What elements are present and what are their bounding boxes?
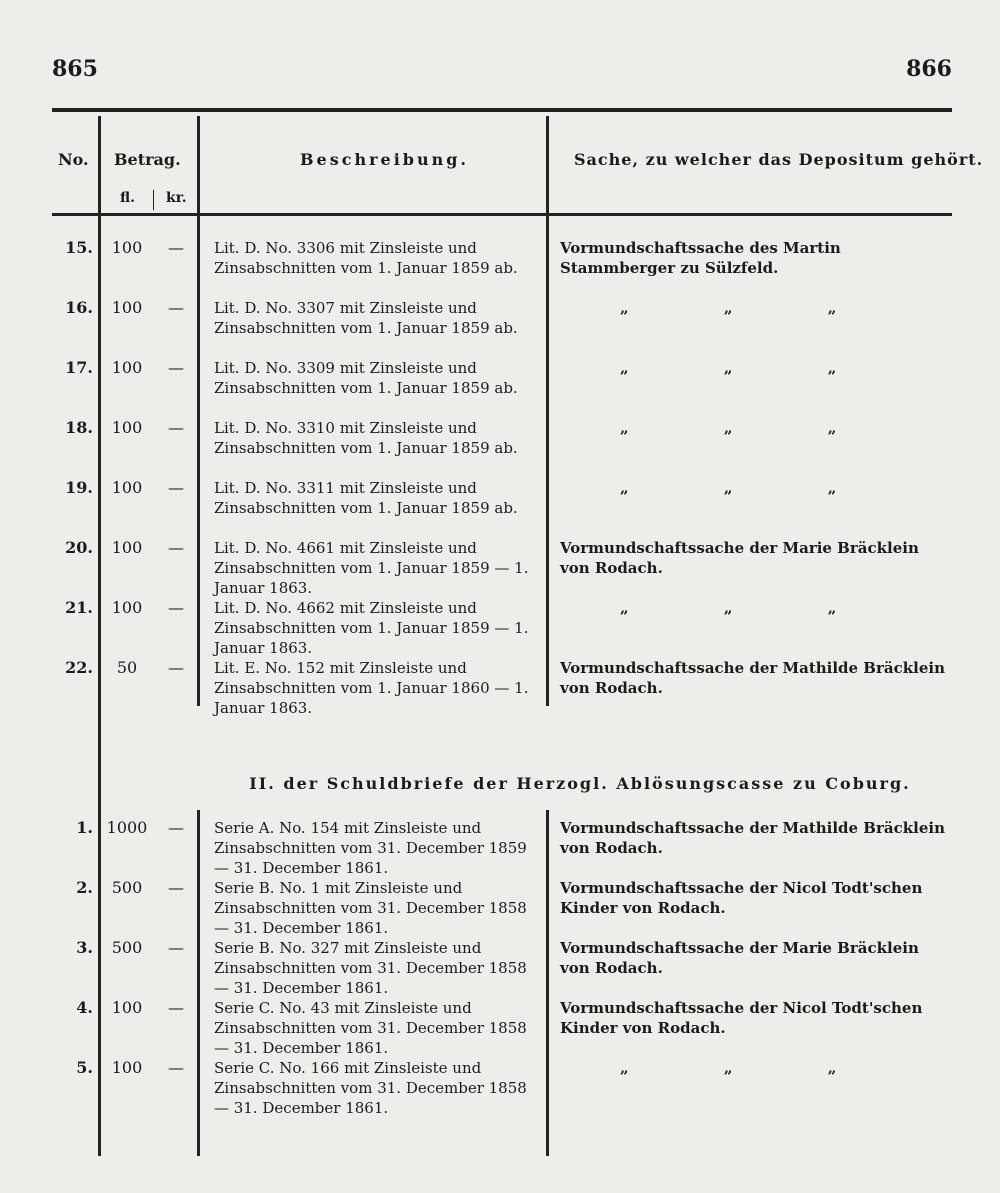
amount-kr: —: [168, 998, 184, 1017]
row-number: 1.: [76, 818, 93, 837]
row-sache-ditto: „ „ „: [620, 419, 837, 437]
header-fl: fl.: [120, 190, 136, 206]
row-number: 3.: [76, 938, 93, 957]
amount-fl: 500: [111, 878, 143, 897]
amount-fl: 100: [111, 538, 143, 557]
col-rule-betrag: [197, 116, 200, 706]
row-description: Serie B. No. 1 mit Zinsleiste und Zinsabschnitten vom 31. December 1858 — 31. December 1861.: [214, 879, 527, 937]
row-description: Lit. D. No. 3310 mit Zinsleiste und Zinsabschnitten vom 1. Januar 1859 ab.: [214, 419, 518, 457]
top-rule: [52, 108, 952, 112]
row-description: Lit. E. No. 152 mit Zinsleiste und Zinsabschnitten vom 1. Januar 1860 — 1. Januar 1863.: [214, 659, 529, 717]
header-rule: [52, 213, 952, 216]
header-sache: Sache, zu welcher das Depositum gehört.: [574, 150, 984, 169]
amount-kr: —: [168, 658, 184, 677]
amount-fl: 100: [111, 478, 143, 497]
row-number: 19.: [65, 478, 93, 497]
row-description: Serie B. No. 327 mit Zinsleiste und Zinsabschnitten vom 31. December 1858 — 31. December 1861.: [214, 939, 527, 997]
amount-kr: —: [168, 878, 184, 897]
amount-kr: —: [168, 238, 184, 257]
amount-fl: 500: [111, 938, 143, 957]
amount-fl: 100: [111, 358, 143, 377]
amount-fl: 1000: [106, 818, 148, 837]
amount-kr: —: [168, 478, 184, 497]
amount-kr: —: [168, 818, 184, 837]
amount-kr: —: [168, 358, 184, 377]
amount-kr: —: [168, 538, 184, 557]
row-description: Lit. D. No. 4662 mit Zinsleiste und Zinsabschnitten vom 1. Januar 1859 — 1. Januar 1863.: [214, 599, 529, 657]
row-description: Lit. D. No. 3306 mit Zinsleiste und Zinsabschnitten vom 1. Januar 1859 ab.: [214, 239, 518, 277]
page-number-right: 866: [906, 56, 952, 82]
row-number: 17.: [65, 358, 93, 377]
header-beschreibung: Beschreibung.: [300, 150, 469, 169]
row-number: 21.: [65, 598, 93, 617]
amount-fl: 50: [116, 658, 138, 677]
section-title: II. der Schuldbriefe der Herzogl. Ablösungscasse zu Coburg.: [249, 774, 911, 793]
col-rule-kr: [153, 190, 154, 210]
row-description: Lit. D. No. 4661 mit Zinsleiste und Zinsabschnitten vom 1. Januar 1859 — 1. Januar 1863.: [214, 539, 529, 597]
row-sache-ditto: „ „ „: [620, 599, 837, 617]
header-betrag: Betrag.: [114, 150, 181, 169]
row-description: Lit. D. No. 3309 mit Zinsleiste und Zinsabschnitten vom 1. Januar 1859 ab.: [214, 359, 518, 397]
amount-fl: 100: [111, 418, 143, 437]
row-sache-ditto: „ „ „: [620, 359, 837, 377]
row-number: 2.: [76, 878, 93, 897]
row-sache: Vormundschaftssache des Martin Stammberger zu Sülzfeld.: [560, 239, 841, 277]
row-description: Serie C. No. 166 mit Zinsleiste und Zinsabschnitten vom 31. December 1858 — 31. December 1861.: [214, 1059, 527, 1117]
row-description: Lit. D. No. 3307 mit Zinsleiste und Zinsabschnitten vom 1. Januar 1859 ab.: [214, 299, 518, 337]
row-number: 18.: [65, 418, 93, 437]
row-description: Serie A. No. 154 mit Zinsleiste und Zinsabschnitten vom 31. December 1859 — 31. December 1861.: [214, 819, 527, 877]
row-number: 16.: [65, 298, 93, 317]
amount-kr: —: [168, 1058, 184, 1077]
col-rule-desc: [546, 116, 549, 706]
row-number: 4.: [76, 998, 93, 1017]
row-number: 5.: [76, 1058, 93, 1077]
amount-fl: 100: [111, 1058, 143, 1077]
amount-fl: 100: [111, 238, 143, 257]
row-description: Lit. D. No. 3311 mit Zinsleiste und Zinsabschnitten vom 1. Januar 1859 ab.: [214, 479, 518, 517]
col-rule-no: [98, 116, 101, 1156]
row-number: 22.: [65, 658, 93, 677]
amount-kr: —: [168, 418, 184, 437]
row-description: Serie C. No. 43 mit Zinsleiste und Zinsabschnitten vom 31. December 1858 — 31. December 1861.: [214, 999, 527, 1057]
row-sache: Vormundschaftssache der Marie Bräcklein von Rodach.: [560, 939, 919, 977]
row-sache-ditto: „ „ „: [620, 1059, 837, 1077]
amount-fl: 100: [111, 598, 143, 617]
row-sache: Vormundschaftssache der Mathilde Bräcklein von Rodach.: [560, 659, 945, 697]
row-number: 15.: [65, 238, 93, 257]
amount-fl: 100: [111, 298, 143, 317]
amount-kr: —: [168, 298, 184, 317]
amount-kr: —: [168, 938, 184, 957]
amount-kr: —: [168, 598, 184, 617]
header-no: No.: [58, 150, 89, 169]
col-rule-desc-lower: [546, 810, 549, 1156]
row-sache: Vormundschaftssache der Nicol Todt'schen Kinder von Rodach.: [560, 879, 923, 917]
col-rule-betrag-lower: [197, 810, 200, 1156]
header-kr: kr.: [166, 190, 187, 206]
row-sache: Vormundschaftssache der Mathilde Bräcklein von Rodach.: [560, 819, 945, 857]
row-sache: Vormundschaftssache der Nicol Todt'schen Kinder von Rodach.: [560, 999, 923, 1037]
page-number-left: 865: [52, 56, 98, 82]
row-sache-ditto: „ „ „: [620, 479, 837, 497]
amount-fl: 100: [111, 998, 143, 1017]
row-sache: Vormundschaftssache der Marie Bräcklein von Rodach.: [560, 539, 919, 577]
row-sache-ditto: „ „ „: [620, 299, 837, 317]
row-number: 20.: [65, 538, 93, 557]
